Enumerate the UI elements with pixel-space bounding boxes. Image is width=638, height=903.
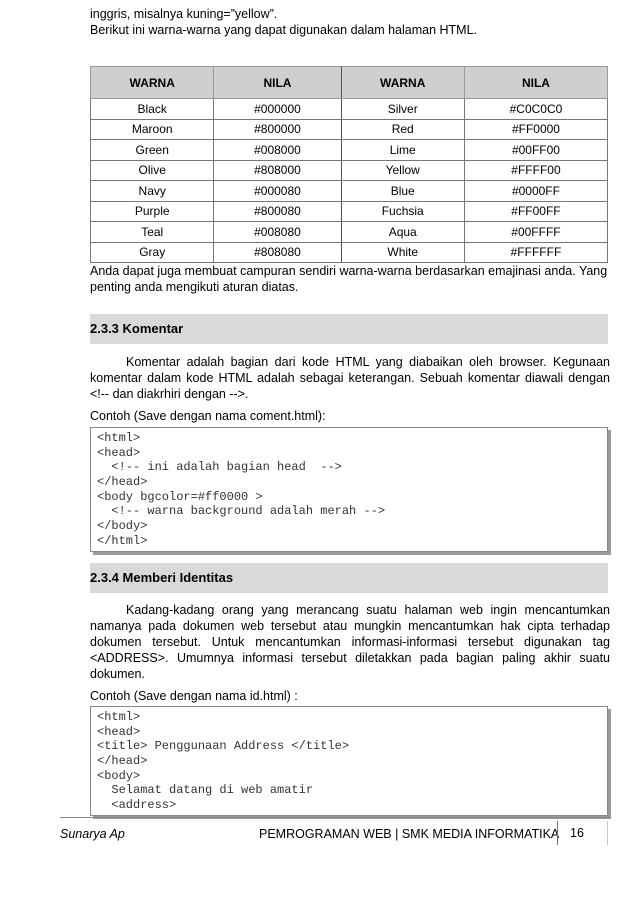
code-line: <head> <box>97 445 141 460</box>
color-value: #000000 <box>214 99 341 120</box>
intro-line-1: inggris, misalnya kuning=”yellow”. <box>90 7 278 21</box>
code-line: </html> <box>97 533 148 548</box>
section-title: 2.3.4 Memberi Identitas <box>90 570 234 585</box>
header-nila-1: NILA <box>214 67 341 99</box>
code-block-coment <box>90 427 608 552</box>
color-name: Fuchsia <box>341 201 464 222</box>
footer-divider <box>60 817 610 818</box>
code-line: </head> <box>97 475 148 490</box>
color-name: Aqua <box>341 222 464 243</box>
header-nila-2: NILA <box>464 67 607 99</box>
header-warna-1: WARNA <box>91 67 214 99</box>
table-row <box>91 181 608 202</box>
color-name: Red <box>341 119 464 140</box>
code-line: <head> <box>97 724 141 739</box>
section-title: 2.3.3 Komentar <box>90 321 184 336</box>
code-line: <html> <box>97 710 141 724</box>
table-row <box>91 242 608 263</box>
color-value: #808080 <box>214 242 341 263</box>
footer-author: Sunarya Ap <box>60 827 125 841</box>
code-line: <title> Penggunaan Address </title> <box>97 739 350 754</box>
komentar-paragraph: Komentar adalah bagian dari kode HTML yang diabaikan oleh browser. Kegunaan komentar dalam kode HTML adalah sebagai keterangan. Sebuah komentar diawali dengan <!-- dan diakrhiri dengan -->. <box>90 355 610 401</box>
table-row <box>91 222 608 243</box>
color-value: #800000 <box>214 119 341 140</box>
color-name: Navy <box>91 181 214 202</box>
table-row <box>91 140 608 161</box>
color-name: Purple <box>91 201 214 222</box>
code-line: </body> <box>97 519 148 534</box>
color-value: #FF00FF <box>464 201 607 222</box>
color-name: Green <box>91 140 214 161</box>
color-table <box>90 66 608 263</box>
code-line: <!-- warna background adalah merah --> <box>97 504 386 519</box>
color-table-header-row <box>91 67 608 99</box>
color-name: Teal <box>91 222 214 243</box>
color-name: Yellow <box>341 160 464 181</box>
page-number: 16 <box>557 821 596 845</box>
color-value: #000080 <box>214 181 341 202</box>
color-value: #008000 <box>214 140 341 161</box>
after-table-paragraph: Anda dapat juga membuat campuran sendiri warna-warna berdasarkan emajinasi anda. Yang penting anda mengikuti aturan diatas. <box>90 264 608 294</box>
table-row <box>91 99 608 120</box>
code-line: <!-- ini adalah bagian head --> <box>97 460 342 475</box>
code-line: <body> <box>97 768 141 783</box>
identitas-example-label: Contoh (Save dengan nama id.html) : <box>90 689 298 703</box>
color-value: #FFFFFF <box>464 242 607 263</box>
color-name: Maroon <box>91 119 214 140</box>
color-value: #008080 <box>214 222 341 243</box>
footer-end-mark <box>607 821 608 845</box>
color-value: #FF0000 <box>464 119 607 140</box>
color-value: #800080 <box>214 201 341 222</box>
color-value: #00FFFF <box>464 222 607 243</box>
color-name: Olive <box>91 160 214 181</box>
code-line: </head> <box>97 754 148 769</box>
section-heading-komentar <box>90 314 608 344</box>
table-row <box>91 201 608 222</box>
table-row <box>91 160 608 181</box>
color-name: Gray <box>91 242 214 263</box>
color-value: #0000FF <box>464 181 607 202</box>
code-block-id <box>90 706 608 816</box>
header-warna-2: WARNA <box>341 67 464 99</box>
code-line: <html> <box>97 431 141 445</box>
footer-title: PEMROGRAMAN WEB | SMK MEDIA INFORMATIKA <box>259 827 560 841</box>
code-line: Selamat datang di web amatir <box>97 783 314 798</box>
intro-line-2: Berikut ini warna-warna yang dapat digunakan dalam halaman HTML. <box>90 23 478 37</box>
komentar-example-label: Contoh (Save dengan nama coment.html): <box>90 409 326 423</box>
color-value: #FFFF00 <box>464 160 607 181</box>
color-value: #808000 <box>214 160 341 181</box>
code-line: <body bgcolor=#ff0000 > <box>97 489 263 504</box>
identitas-paragraph: Kadang-kadang orang yang merancang suatu halaman web ingin mencantumkan namanya pada dokumen web tersebut atau mungkin mencantumkan hak cipta terhadap dokumen tersebut. Untuk mencantumkan informasi-informasi tersebut digunakan tag <ADDRESS>. Umumnya informasi tersebut diletakkan pada bagian paling akhir suatu dokumen. <box>90 603 610 681</box>
table-row <box>91 119 608 140</box>
color-name: White <box>341 242 464 263</box>
code-line: <address> <box>97 798 177 813</box>
section-heading-identitas <box>90 563 608 593</box>
color-value: #00FF00 <box>464 140 607 161</box>
color-name: Blue <box>341 181 464 202</box>
color-name: Black <box>91 99 214 120</box>
color-name: Silver <box>341 99 464 120</box>
color-name: Lime <box>341 140 464 161</box>
color-value: #C0C0C0 <box>464 99 607 120</box>
